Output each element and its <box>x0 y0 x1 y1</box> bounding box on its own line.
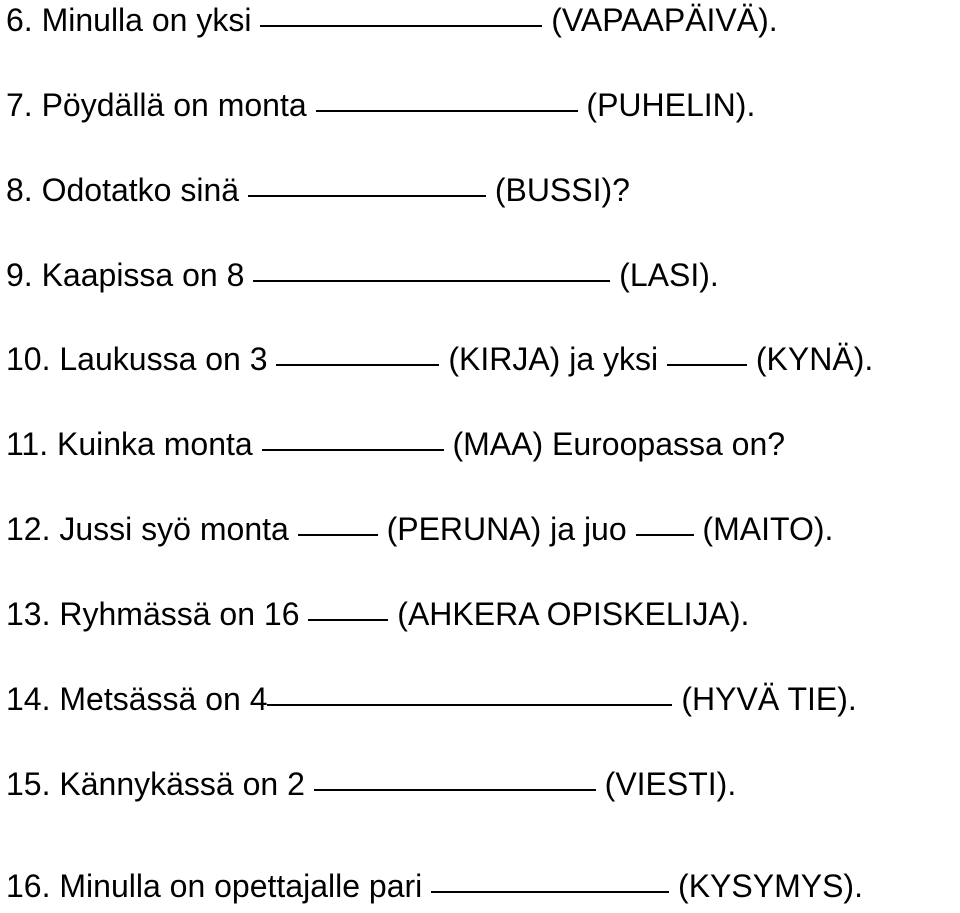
exercise-line <box>6 0 778 40</box>
exercise-text: (BUSSI)? <box>485 172 630 208</box>
answer-blank[interactable] <box>314 789 596 791</box>
exercise-text: (MAITO). <box>693 511 834 547</box>
exercise-text: 16. Minulla on opettajalle pari <box>6 868 432 904</box>
exercise-line <box>6 764 736 804</box>
exercise-line <box>6 255 719 295</box>
exercise-text: (KYSYMYS). <box>669 868 863 904</box>
answer-blank[interactable] <box>636 534 694 536</box>
exercise-text: 15. Kännykässä on 2 <box>6 766 314 802</box>
answer-blank[interactable] <box>262 449 444 451</box>
exercise-line <box>6 509 833 549</box>
answer-blank[interactable] <box>248 195 486 197</box>
exercise-line <box>6 866 863 906</box>
exercise-text: (VIESTI). <box>595 766 737 802</box>
exercise-text: 12. Jussi syö monta <box>6 511 298 547</box>
answer-blank[interactable] <box>316 110 578 112</box>
exercise-text: 6. Minulla on yksi <box>6 2 261 38</box>
exercise-line <box>6 679 857 719</box>
exercise-text: (KIRJA) ja yksi <box>439 341 667 377</box>
exercise-text: (PERUNA) ja juo <box>377 511 636 547</box>
exercise-text: 11. Kuinka monta <box>6 426 262 462</box>
exercise-text: (PUHELIN). <box>577 87 756 123</box>
answer-blank[interactable] <box>667 364 747 366</box>
exercise-text: 9. Kaapissa on 8 <box>6 257 254 293</box>
answer-blank[interactable] <box>253 280 610 282</box>
exercise-text: (KYNÄ). <box>747 341 874 377</box>
exercise-text: 8. Odotatko sinä <box>6 172 248 208</box>
answer-blank[interactable] <box>308 619 388 621</box>
exercise-line <box>6 424 785 464</box>
exercise-line <box>6 170 630 210</box>
exercise-text: (MAA) Euroopassa on? <box>443 426 786 462</box>
exercise-text: 13. Ryhmässä on 16 <box>6 596 309 632</box>
answer-blank[interactable] <box>267 704 672 706</box>
answer-blank[interactable] <box>298 534 378 536</box>
exercise-text: 14. Metsässä on 4 <box>6 681 268 717</box>
exercise-text: (VAPAAPÄIVÄ). <box>542 2 778 38</box>
exercise-text: (HYVÄ TIE). <box>672 681 857 717</box>
exercise-line <box>6 85 755 125</box>
exercise-text: 7. Pöydällä on monta <box>6 87 316 123</box>
exercise-text: 10. Laukussa on 3 <box>6 341 277 377</box>
exercise-line <box>6 594 749 634</box>
exercise-text: (AHKERA OPISKELIJA). <box>388 596 750 632</box>
answer-blank[interactable] <box>276 364 439 366</box>
answer-blank[interactable] <box>431 891 669 893</box>
exercise-line <box>6 339 873 379</box>
answer-blank[interactable] <box>260 25 542 27</box>
exercise-text: (LASI). <box>610 257 719 293</box>
